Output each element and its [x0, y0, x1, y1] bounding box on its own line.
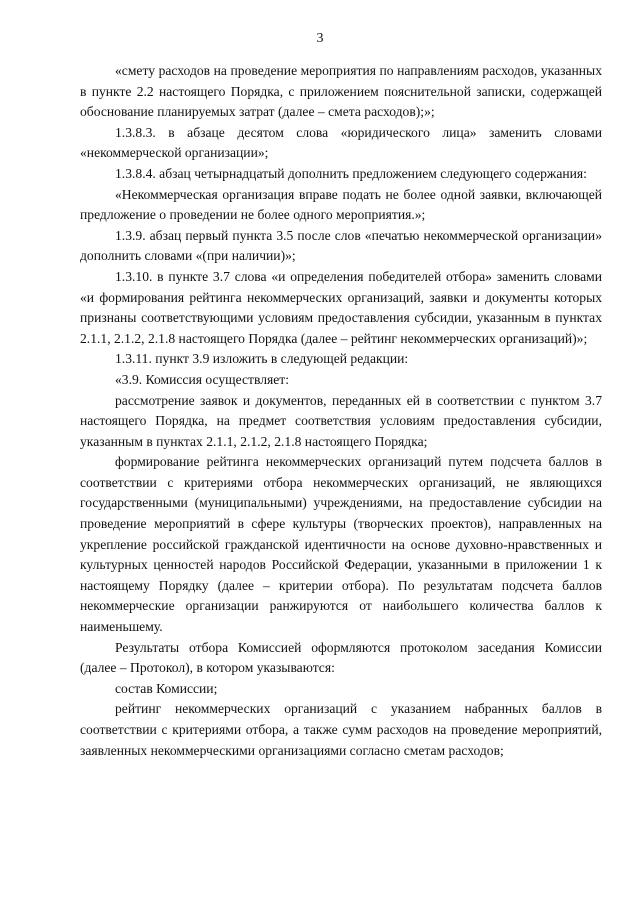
paragraph-estimate-definition: «смету расходов на проведение мероприятия по направлениям расходов, указанных в пункте 2.2 настоящего Порядка, с приложением пояснительной записки, содержащей обоснование планируемых затрат (далее – смета расходов);»; — [80, 63, 602, 120]
paragraph-1-3-11: 1.3.11. пункт 3.9 изложить в следующей редакции: — [115, 351, 409, 367]
paragraph-3-9-heading: «3.9. Комиссия осуществляет: — [115, 371, 290, 387]
paragraph-1-3-10: 1.3.10. в пункте 3.7 слова «и определения победителей отбора» заменить словами «и формирования рейтинга некоммерческих организаций, заявки и документы которых признаны соответствующими условиям предоставления субсидии, указанным в пунктах 2.1.1, 2.1.2, 2.1.8 настоящего Порядка (далее – рейтинг некоммерческих организаций)»; — [80, 268, 602, 346]
document-body — [80, 61, 602, 761]
paragraph-1-3-8-4: 1.3.8.4. абзац четырнадцатый дополнить предложением следующего содержания: — [115, 165, 587, 181]
page-number: 3 — [316, 31, 324, 46]
paragraph-review-applications: рассмотрение заявок и документов, переданных ей в соответствии с пунктом 3.7 настоящего Порядка, на предмет соответствия условиям предоставления субсидии, указанным в пунктах 2.1.1, 2.1.2, 2.1.8 настоящего Порядка; — [80, 392, 602, 449]
paragraph-1-3-8-3: 1.3.8.3. в абзаце десятом слова «юридического лица» заменить словами «некоммерческой организации»; — [80, 124, 602, 161]
paragraph-rating-formation: формирование рейтинга некоммерческих организаций путем подсчета баллов в соответствии с критериями отбора некоммерческих организаций, не являющихся государственными (муниципальными) учреждениями, на предоставление субсидии на проведение мероприятий в сфере культуры (творческих проектов), направленных на укрепление российской гражданской идентичности на основе духовно-нравственных и культурных ценностей народов Российской Федерации, указанными в приложении 1 к настоящему Порядку (далее – критерии отбора). По результатам подсчета баллов некоммерческие организации ранжируются от наибольшего количества баллов к наименьшему. — [80, 454, 602, 635]
paragraph-organizations-rating: рейтинг некоммерческих организаций с указанием набранных баллов в соответствии с критериями отбора, а также сумм расходов на проведение мероприятий, заявленных некоммерческими организациями согласно сметам расходов; — [80, 701, 602, 758]
paragraph-1-3-9: 1.3.9. абзац первый пункта 3.5 после слов «печатью некоммерческой организации» дополнить словами «(при наличии)»; — [80, 227, 602, 264]
paragraph-commission-composition: состав Комиссии; — [115, 680, 218, 696]
paragraph-one-application: «Некоммерческая организация вправе подать не более одной заявки, включающей предложение о проведении не более одного мероприятия.»; — [80, 186, 602, 223]
paragraph-selection-results: Результаты отбора Комиссией оформляются протоколом заседания Комиссии (далее – Протокол), в котором указываются: — [80, 639, 602, 676]
